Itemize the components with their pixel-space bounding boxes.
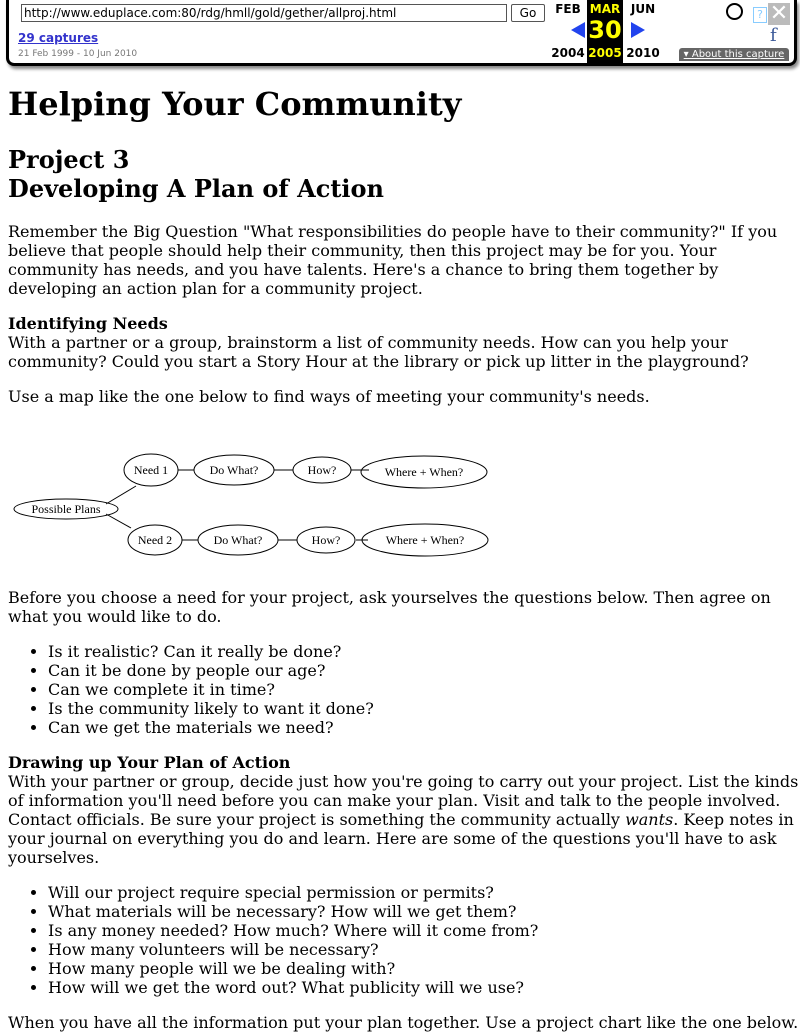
url-input[interactable]: http://www.eduplace.com:80/rdg/hmll/gold/gether/allproj.html [21, 4, 507, 22]
capture-date-range: 21 Feb 1999 - 10 Jun 2010 [18, 49, 138, 59]
list-item: • How many volunteers will be necessary? [48, 940, 800, 959]
list-item: • How many people will we be dealing with? [48, 959, 800, 978]
project-heading [8, 145, 800, 203]
list-item: • Is any money needed? How much? Where will it come from? [48, 921, 800, 940]
loading-circle-icon [726, 3, 743, 20]
diagram-need-2: Need 2 [137, 533, 173, 547]
facebook-icon[interactable]: f [770, 25, 777, 46]
close-icon[interactable]: ✕ [769, 1, 789, 26]
prev-year[interactable]: 2004 [551, 46, 585, 60]
page-title: Helping Your Community [8, 85, 462, 123]
diagram-do-what-1: Do What? [209, 463, 259, 477]
go-button[interactable]: Go [511, 4, 545, 22]
list-item: • What materials will be necessary? How will we get them? [48, 902, 800, 921]
list-item: • Can we get the materials we need? [48, 718, 800, 737]
map-instruction: Use a map like the one below to find ways of meeting your community's needs. [8, 387, 650, 406]
list-item: • Is it realistic? Can it really be done? [48, 642, 800, 661]
list-item: • Can we complete it in time? [48, 680, 800, 699]
current-day: 30 [588, 16, 622, 44]
about-capture-button[interactable]: ▾ About this capture [679, 48, 789, 61]
drawing-plan-text-2: . Keep notes in your journal on everything you do and learn. Here are some of the questions you'll have to ask yourselves. [8, 810, 794, 867]
list-item: • Can it be done by people our age? [48, 661, 800, 680]
next-year[interactable]: 2010 [626, 46, 660, 60]
diagram-how-1: How? [307, 463, 337, 477]
project-name: Developing A Plan of Action [8, 174, 384, 203]
diagram-need-1: Need 1 [133, 463, 169, 477]
closing-paragraph: When you have all the information put your plan together. Use a project chart like the one below. [8, 1013, 799, 1032]
current-capture-column [587, 0, 623, 63]
page-content [8, 84, 800, 1032]
next-arrow-icon[interactable] [631, 22, 645, 38]
list-item: • Will our project require special permission or permits? [48, 883, 800, 902]
diagram-where-when-1: Where + When? [384, 465, 464, 479]
possible-plans-diagram [6, 426, 506, 566]
identifying-needs-section [8, 314, 800, 371]
diagram-how-2: How? [311, 533, 341, 547]
captures-link[interactable]: 29 captures [18, 31, 99, 45]
drawing-plan-heading: Drawing up Your Plan of Action [8, 753, 291, 772]
prev-month[interactable]: FEB [555, 2, 581, 16]
wayback-toolbar [6, 0, 797, 66]
intro-paragraph: Remember the Big Question "What responsibilities do people have to their community?" If you believe that people should help their community, then this project may be for you. Your community has needs, and you have talents. Here's a chance to bring them together by developing an action plan for a community project. [8, 222, 778, 298]
drawing-plan-text-1: With your partner or group, decide just how you're going to carry out your project. List the kinds of information you'll need before you can make your plan. Visit and talk to the people involved. Contact officials. Be sure your project is something the community actually [8, 772, 799, 829]
feasibility-questions-list [8, 642, 800, 737]
current-month: MAR [589, 2, 621, 16]
project-number: Project 3 [8, 145, 130, 174]
diagram-do-what-2: Do What? [213, 533, 263, 547]
drawing-plan-section [8, 753, 800, 867]
list-item: • Is the community likely to want it done? [48, 699, 800, 718]
identifying-needs-heading: Identifying Needs [8, 314, 168, 333]
prev-arrow-icon[interactable] [571, 22, 585, 38]
diagram-where-when-2: Where + When? [385, 533, 465, 547]
current-year: 2005 [588, 46, 622, 60]
diagram-root-node: Possible Plans [31, 502, 101, 516]
identifying-needs-text: With a partner or a group, brainstorm a list of community needs. How can you help your community? Could you start a Story Hour at the library or pick up litter in the playground? [8, 333, 749, 371]
list-item: • How will we get the word out? What publicity will we use? [48, 978, 800, 997]
next-month[interactable]: JUN [630, 2, 656, 16]
before-choosing-paragraph: Before you choose a need for your project, ask yourselves the questions below. Then agree on what you would like to do. [8, 588, 771, 626]
drawing-plan-emphasis: wants [625, 810, 674, 829]
help-icon[interactable]: ? [753, 7, 767, 23]
planning-questions-list [8, 883, 800, 997]
